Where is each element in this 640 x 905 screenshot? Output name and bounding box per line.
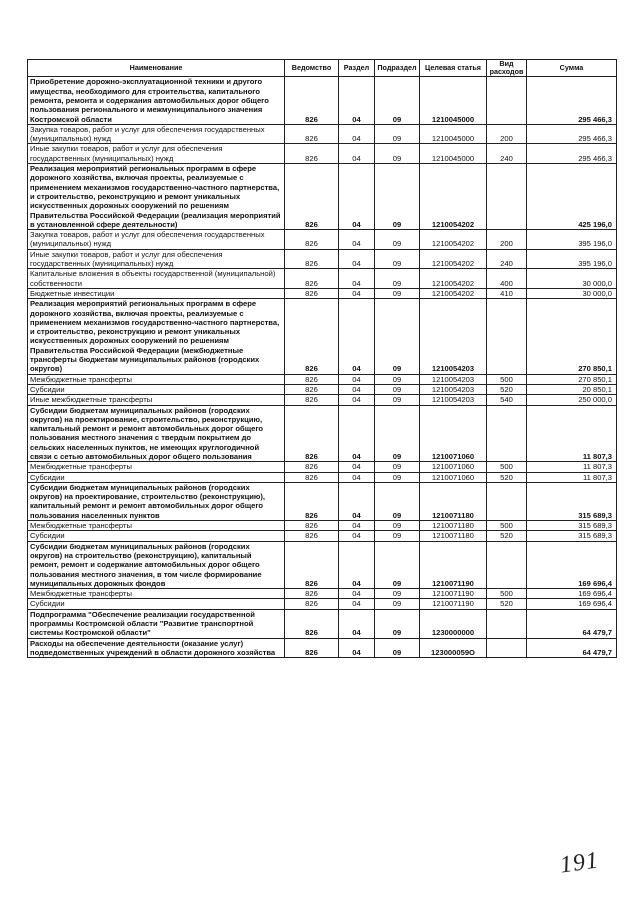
cell-vid [487,609,527,638]
cell-name: Субсидии [28,531,285,541]
cell-summa: 295 466,3 [527,144,617,164]
cell-name: Субсидии [28,472,285,482]
cell-tselevaya: 1210045000 [420,124,487,144]
cell-name: Иные закупки товаров, работ и услуг для обеспечения государственных (муниципальных) нужд [28,249,285,269]
table-body [28,77,617,658]
cell-podrazdel: 09 [375,405,420,462]
table-row [28,299,617,374]
cell-tselevaya: 1210054202 [420,230,487,250]
cell-tselevaya: 1210071190 [420,599,487,609]
cell-podrazdel: 09 [375,249,420,269]
cell-podrazdel: 09 [375,288,420,298]
cell-podrazdel: 09 [375,269,420,289]
cell-tselevaya: 1210071190 [420,541,487,588]
cell-vid [487,299,527,374]
cell-podrazdel: 09 [375,589,420,599]
cell-podrazdel: 09 [375,609,420,638]
cell-podrazdel: 09 [375,638,420,658]
header-summa: Сумма [527,60,617,77]
cell-podrazdel: 09 [375,299,420,374]
cell-summa: 425 196,0 [527,164,617,230]
cell-podrazdel: 09 [375,521,420,531]
cell-vedomstvo: 826 [285,599,339,609]
cell-tselevaya: 1210054202 [420,269,487,289]
table-row [28,144,617,164]
cell-name: Иные межбюджетные трансферты [28,395,285,405]
cell-vid: 200 [487,124,527,144]
cell-vid: 240 [487,144,527,164]
cell-podrazdel: 09 [375,531,420,541]
cell-razdel: 04 [339,144,375,164]
table-row [28,405,617,462]
cell-vedomstvo: 826 [285,589,339,599]
cell-summa: 11 807,3 [527,472,617,482]
cell-vedomstvo: 826 [285,299,339,374]
cell-vid [487,638,527,658]
cell-razdel: 04 [339,299,375,374]
cell-summa: 270 850,1 [527,299,617,374]
cell-vedomstvo: 826 [285,609,339,638]
cell-podrazdel: 09 [375,77,420,124]
table-row [28,472,617,482]
cell-tselevaya: 1210045000 [420,144,487,164]
table-row [28,521,617,531]
cell-vedomstvo: 826 [285,531,339,541]
table-header-row [28,60,617,77]
header-podrazdel: Подраздел [375,60,420,77]
cell-vid: 410 [487,288,527,298]
cell-razdel: 04 [339,384,375,394]
cell-tselevaya: 1210054203 [420,395,487,405]
page-number: 191 [558,847,601,879]
cell-vedomstvo: 826 [285,472,339,482]
cell-vedomstvo: 826 [285,384,339,394]
cell-name: Закупка товаров, работ и услуг для обеспечения государственных (муниципальных) нужд [28,124,285,144]
cell-summa: 295 466,3 [527,77,617,124]
cell-name: Иные закупки товаров, работ и услуг для обеспечения государственных (муниципальных) нужд [28,144,285,164]
cell-vid [487,77,527,124]
cell-vedomstvo: 826 [285,374,339,384]
cell-summa: 30 000,0 [527,288,617,298]
cell-podrazdel: 09 [375,599,420,609]
cell-vedomstvo: 826 [285,541,339,588]
cell-summa: 270 850,1 [527,374,617,384]
table-row [28,164,617,230]
cell-summa: 395 196,0 [527,230,617,250]
header-vedomstvo: Ведомство [285,60,339,77]
table-row [28,249,617,269]
cell-podrazdel: 09 [375,462,420,472]
cell-summa: 64 479,7 [527,609,617,638]
cell-vid [487,482,527,520]
cell-razdel: 04 [339,249,375,269]
cell-podrazdel: 09 [375,482,420,520]
cell-summa: 11 807,3 [527,405,617,462]
header-tselevaya: Целевая статья [420,60,487,77]
cell-vid [487,405,527,462]
cell-summa: 20 850,1 [527,384,617,394]
cell-vedomstvo: 826 [285,144,339,164]
cell-vedomstvo: 826 [285,395,339,405]
cell-razdel: 04 [339,589,375,599]
cell-tselevaya: 1210054203 [420,374,487,384]
table-row [28,541,617,588]
cell-summa: 250 000,0 [527,395,617,405]
table-row [28,462,617,472]
cell-vid [487,164,527,230]
cell-podrazdel: 09 [375,124,420,144]
cell-vedomstvo: 826 [285,462,339,472]
cell-tselevaya: 1210071190 [420,589,487,599]
cell-razdel: 04 [339,269,375,289]
cell-podrazdel: 09 [375,384,420,394]
cell-name: Межбюджетные трансферты [28,462,285,472]
budget-table [27,59,617,658]
cell-podrazdel: 09 [375,164,420,230]
header-name: Наименование [28,60,285,77]
cell-podrazdel: 09 [375,395,420,405]
cell-tselevaya: 1210054202 [420,164,487,230]
cell-vedomstvo: 826 [285,269,339,289]
cell-razdel: 04 [339,472,375,482]
cell-razdel: 04 [339,405,375,462]
cell-vid: 500 [487,374,527,384]
cell-name: Субсидии [28,384,285,394]
cell-vedomstvo: 826 [285,230,339,250]
cell-vedomstvo: 826 [285,521,339,531]
cell-razdel: 04 [339,77,375,124]
cell-razdel: 04 [339,288,375,298]
cell-podrazdel: 09 [375,472,420,482]
table-row [28,599,617,609]
cell-tselevaya: 1210071180 [420,482,487,520]
cell-vid: 240 [487,249,527,269]
table-row [28,374,617,384]
cell-tselevaya: 1210071060 [420,462,487,472]
cell-name: Субсидии бюджетам муниципальных районов (городских округов) на проектирование, строительство, реконструкцию, капитальный ремонт и ремонт автомобильных дорог общего пользования местного значения с твердым покрытием до сельских населенных пунктов, не имеющих круглогодичной связи с сетью автомобильных дорог общего пользования [28,405,285,462]
header-razdel: Раздел [339,60,375,77]
cell-name: Капитальные вложения в объекты государственной (муниципальной) собственности [28,269,285,289]
cell-summa: 315 689,3 [527,531,617,541]
table-row [28,384,617,394]
cell-razdel: 04 [339,374,375,384]
cell-name: Бюджетные инвестиции [28,288,285,298]
cell-name: Приобретение дорожно-эксплуатационной техники и другого имущества, необходимого для строительства, капитального ремонта, ремонта и содержания автомобильных дорог общего пользования регионального и межмуниципального значения Костромской области [28,77,285,124]
table-row [28,230,617,250]
cell-summa: 169 696,4 [527,541,617,588]
cell-tselevaya: 1210045000 [420,77,487,124]
cell-razdel: 04 [339,124,375,144]
cell-razdel: 04 [339,230,375,250]
table-row [28,531,617,541]
cell-vedomstvo: 826 [285,638,339,658]
cell-razdel: 04 [339,164,375,230]
cell-tselevaya: 1210054203 [420,299,487,374]
cell-razdel: 04 [339,599,375,609]
cell-name: Межбюджетные трансферты [28,589,285,599]
cell-vedomstvo: 826 [285,288,339,298]
cell-summa: 30 000,0 [527,269,617,289]
cell-razdel: 04 [339,462,375,472]
table-row [28,124,617,144]
cell-summa: 315 689,3 [527,482,617,520]
cell-vedomstvo: 826 [285,249,339,269]
cell-name: Субсидии бюджетам муниципальных районов (городских округов) на проектирование, строительство (реконструкцию), капитальный ремонт и ремонт автомобильных дорог общего пользования населенных пунктов [28,482,285,520]
cell-vid: 540 [487,395,527,405]
cell-name: Реализация мероприятий региональных программ в сфере дорожного хозяйства, включая проекты, реализуемые с применением механизмов государственно-частного партнерства, и строительство, реконструкцию и ремонт уникальных искусственных дорожных сооружений по решениям Правительства Российской Федерации (межбюджетные трансферты бюджетам муниципальных районов (городских округов) [28,299,285,374]
cell-summa: 395 196,0 [527,249,617,269]
cell-vid: 520 [487,384,527,394]
cell-razdel: 04 [339,638,375,658]
cell-name: Реализация мероприятий региональных программ в сфере дорожного хозяйства, включая проекты, реализуемые с применением механизмов государственно-частного партнерства, и строительство, реконструкцию и ремонт уникальных искусственных дорожных сооружений по решениям Правительства Российской Федерации (реализация мероприятий в установленной сфере деятельности) [28,164,285,230]
cell-name: Расходы на обеспечение деятельности (оказание услуг) подведомственных учреждений в области дорожного хозяйства [28,638,285,658]
cell-podrazdel: 09 [375,144,420,164]
table-row [28,609,617,638]
header-vid: Вид расходов [487,60,527,77]
cell-podrazdel: 09 [375,230,420,250]
cell-name: Субсидии [28,599,285,609]
cell-vid: 400 [487,269,527,289]
cell-tselevaya: 1210054202 [420,288,487,298]
cell-vid: 500 [487,521,527,531]
cell-name: Закупка товаров, работ и услуг для обеспечения государственных (муниципальных) нужд [28,230,285,250]
cell-razdel: 04 [339,609,375,638]
cell-razdel: 04 [339,541,375,588]
cell-tselevaya: 123000059О [420,638,487,658]
table-row [28,288,617,298]
table-row [28,395,617,405]
table-row [28,589,617,599]
table-row [28,638,617,658]
cell-podrazdel: 09 [375,541,420,588]
cell-name: Межбюджетные трансферты [28,374,285,384]
cell-vid [487,541,527,588]
table-row [28,482,617,520]
cell-razdel: 04 [339,521,375,531]
cell-vedomstvo: 826 [285,77,339,124]
cell-name: Субсидии бюджетам муниципальных районов (городских округов) на строительство (реконструкцию), капитальный ремонт, ремонт и содержание автомобильных дорог общего пользования местного значения, в том числе формирование муниципальных дорожных фондов [28,541,285,588]
cell-tselevaya: 1210071180 [420,531,487,541]
cell-summa: 169 696,4 [527,599,617,609]
cell-vedomstvo: 826 [285,124,339,144]
table-row [28,77,617,124]
cell-razdel: 04 [339,395,375,405]
cell-summa: 315 689,3 [527,521,617,531]
cell-summa: 169 696,4 [527,589,617,599]
cell-podrazdel: 09 [375,374,420,384]
cell-vid: 500 [487,589,527,599]
cell-vid: 500 [487,462,527,472]
cell-tselevaya: 1210071060 [420,472,487,482]
cell-vid: 520 [487,531,527,541]
cell-tselevaya: 1210071060 [420,405,487,462]
cell-summa: 295 466,3 [527,124,617,144]
cell-summa: 11 807,3 [527,462,617,472]
cell-tselevaya: 1210071180 [420,521,487,531]
cell-tselevaya: 1210054202 [420,249,487,269]
table-row [28,269,617,289]
cell-tselevaya: 1230000000 [420,609,487,638]
cell-razdel: 04 [339,531,375,541]
cell-razdel: 04 [339,482,375,520]
cell-vedomstvo: 826 [285,405,339,462]
cell-name: Подпрограмма "Обеспечение реализации государственной программы Костромской области "Развитие транспортной системы Костромской области" [28,609,285,638]
cell-tselevaya: 1210054203 [420,384,487,394]
cell-vid: 520 [487,472,527,482]
cell-vedomstvo: 826 [285,482,339,520]
cell-vedomstvo: 826 [285,164,339,230]
cell-summa: 64 479,7 [527,638,617,658]
cell-vid: 200 [487,230,527,250]
cell-vid: 520 [487,599,527,609]
cell-name: Межбюджетные трансферты [28,521,285,531]
